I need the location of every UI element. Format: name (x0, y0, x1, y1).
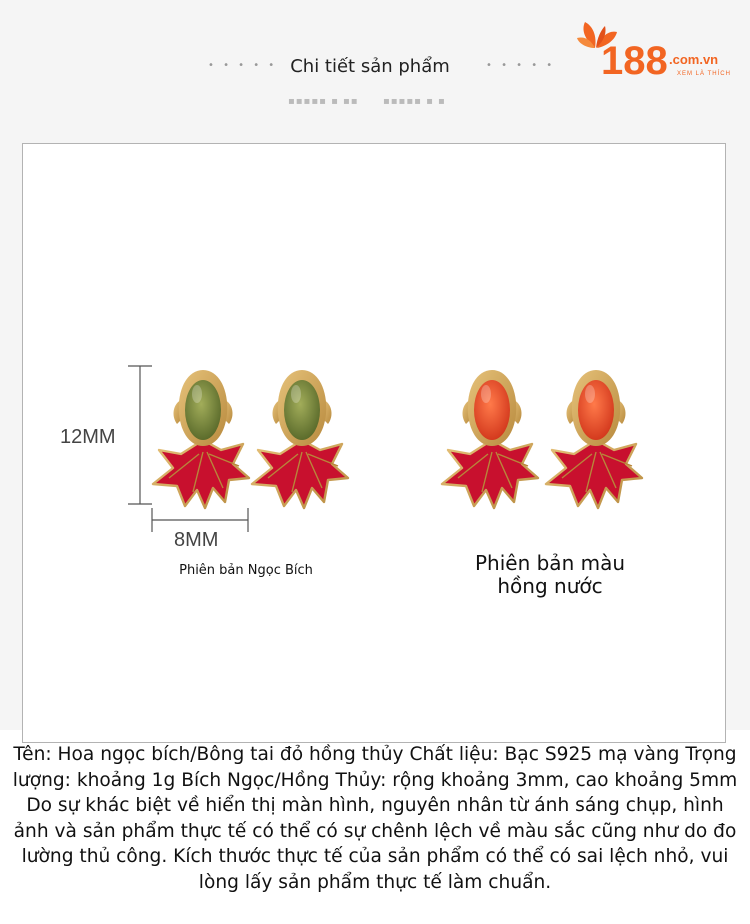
variant-caption-coral: Phiên bản màu hồng nước (474, 551, 626, 598)
coral-earring-right (546, 370, 642, 508)
variant-caption-jade: Phiên bản Ngọc Bích (179, 563, 313, 578)
height-dimension-label: 12MM (60, 426, 116, 448)
header-decoration-right: • • • • • (486, 60, 556, 71)
jade-earring-right (252, 370, 348, 508)
logo-tagline: XEM LÀ THÍCH (677, 71, 731, 77)
height-dimension-line (128, 366, 152, 504)
logo-domain: .com.vn (669, 52, 719, 67)
page-title: Chi tiết sản phẩm (290, 56, 450, 77)
width-dimension-label: 8MM (174, 529, 219, 551)
coral-earring-left (442, 370, 538, 508)
header-subtitle-decoration: ▪▪▪▪▪ ▪ ▪▪ (288, 96, 359, 107)
logo-number: 188 (601, 39, 668, 83)
jade-earring-left (153, 370, 249, 508)
product-description: Tên: Hoa ngọc bích/Bông tai đỏ hồng thủy Chất liệu: Bạc S925 mạ vàng Trọng lượng: khoảng 1g Bích Ngọc/Hồng Thủy: rộng khoảng 3mm, cao khoảng 5mm Do sự khác biệt về hiển thị màn hình, nguyên nhân từ ánh sáng chụp, hình ảnh và sản phẩm thực tế có thể có sự chênh lệch về màu sắc cũng như do đo lường thủ công. Kích thước thực tế của sản phẩm có thể có sai lệch nhỏ, vui lòng lấy sản phẩm thực tế làm chuẩn. (12, 744, 738, 893)
header-decoration-left: • • • • • (208, 60, 278, 71)
header-subtitle-decoration: ▪▪▪▪▪ ▪ ▪ (383, 96, 446, 107)
